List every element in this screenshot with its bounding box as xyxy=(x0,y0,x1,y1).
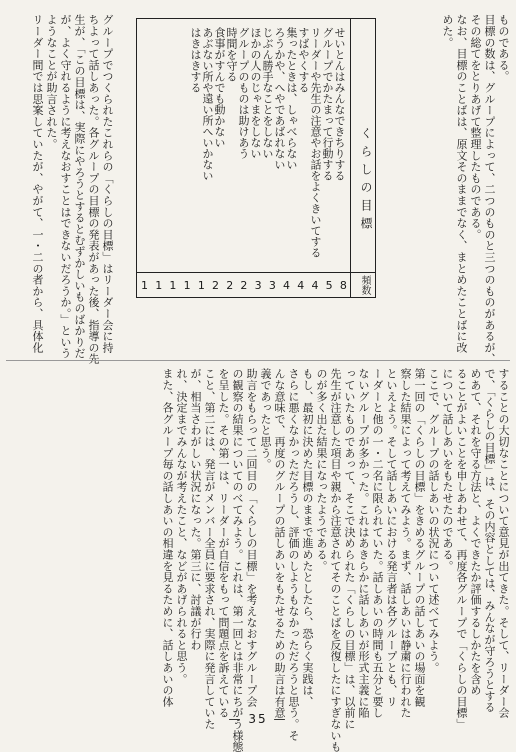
intro-paragraph xyxy=(441,14,510,365)
frequency-value: 2 xyxy=(226,278,234,292)
goals-table xyxy=(136,18,376,298)
frequency-value: 1 xyxy=(197,278,205,292)
text-line: なお、目標のことばは、原文そのままでなく、まとめたことばに改 xyxy=(455,14,468,353)
text-line: が、相当さわがしい状況になった。第三に、討議が行わ xyxy=(189,368,202,651)
frequency-value: 1 xyxy=(141,278,148,292)
section-divider xyxy=(6,360,510,361)
text-line: グループでつくられたこれらの「くらしの目標」はリーダー会に持 xyxy=(101,14,114,353)
text-line: が、よく守れるように考えなおすことはできないだろうか。」という xyxy=(59,14,72,359)
frequency-value: 4 xyxy=(311,278,319,292)
text-line: といえよう。そして話しあいにおける発言者は各グループとも、リ xyxy=(385,368,398,707)
frequency-value: 2 xyxy=(240,278,248,292)
frequency-value: 3 xyxy=(254,278,262,292)
text-line: 第一回の「くらしの目標」をきめるグループの話しあいの場面を観 xyxy=(413,368,426,707)
text-line: ここで、グループの話しあいの状況について述べてみよう。 xyxy=(427,368,440,674)
text-line: こと、第二には、発言がメンバー全員に要求され、実際に発言していた xyxy=(203,368,216,730)
frequency-value: 1 xyxy=(169,278,177,292)
goal-item: グループのものは助けあう xyxy=(237,27,250,159)
frequency-value: 4 xyxy=(297,278,305,292)
goal-list xyxy=(155,27,345,267)
text-line: 助言をもらって二回目の「くらしの目標」を考えなおすグループ会 xyxy=(245,368,258,707)
text-line: もし、最初に決めた目標のままで進めたとしたら、恐らく実践は、 xyxy=(301,368,314,707)
goal-item: ろうかや、へやであばれない xyxy=(273,27,286,170)
text-line: また、各グループ毎の話しあいの相違を見るために、話しあいの体 xyxy=(161,368,174,707)
text-line: ないグループが多かった。これはあきらかに話しあいが形式主義に陥 xyxy=(357,368,370,719)
goal-item: じぶん勝手なことをしない xyxy=(261,27,274,159)
text-line: について話しあいをもたせたのである。 xyxy=(441,368,454,572)
frequency-value: 3 xyxy=(268,278,276,292)
goal-item: はきはきする xyxy=(189,27,202,93)
text-line: 察した結果によって考えてみよう。まず、話しあいは静粛に行われた xyxy=(399,368,412,719)
goal-item: リーダーや先生の注意やお話をよくきいてする xyxy=(309,27,322,258)
text-line: することの大切なことについて意見が出てきた。そして、リーダー会 xyxy=(497,368,510,719)
text-line: 先生が注意した項目や親から注意されてそのことばを反復したにすぎないも xyxy=(329,368,342,752)
text-line: れ、決定までみんなが考えたこと、などがあげられると思う。 xyxy=(175,368,188,685)
goal-item: ほかの人のじゃまをしない xyxy=(249,27,262,159)
goal-item: 時間を守る xyxy=(225,27,238,82)
text-line: っていたものであって、そこで決められた「くらしの目標」は、以前に xyxy=(343,368,356,730)
text-line: んな意味で、再度のグループの話しあいをもたせるための助言は有意 xyxy=(273,368,286,719)
frequency-value: 2 xyxy=(212,278,220,292)
text-line: リーダー間では思案していたが、やがて、一・二の者から、具体化 xyxy=(31,14,44,353)
text-line: 目標の数は、グループによって、二つのものと三つのものがあるが、 xyxy=(483,14,496,365)
goal-item: グループでかたまって行動する xyxy=(321,27,334,181)
text-line: 生が、「この目標は、実際にやろうとするとむずかしいものばかりだ xyxy=(73,14,86,359)
text-line: ものである。 xyxy=(497,14,510,82)
text-line: で、「くらしの目標」は、その内容としては、みんなが守ろうとする xyxy=(483,368,496,713)
text-line: その総てをとりあげて整理したものである。 xyxy=(469,14,482,240)
frequency-value: 4 xyxy=(283,278,291,292)
goal-item: すばやくする xyxy=(297,27,310,93)
frequency-values xyxy=(141,273,347,297)
text-line: めた。 xyxy=(441,14,454,48)
text-line: の観察の結果についてのべてみよう。これは、第一回とは非常にちがう様態 xyxy=(231,368,244,752)
text-line: ちよって話しあった。各グループの目標の発表があった後、指導の先 xyxy=(87,14,100,365)
leader-meeting-paragraph xyxy=(8,14,114,365)
frequency-header: 頻数 xyxy=(359,275,370,295)
text-line: めあて、それを守る方法と、よくできたか評価するしかたを含め xyxy=(469,368,482,696)
frequency-value: 8 xyxy=(339,278,347,292)
text-line: ることがよいことを申しあわせて、再度各グループで「くらしの目標」 xyxy=(455,368,468,730)
table-title: くらしの目標 xyxy=(359,127,373,235)
goal-item: 集ったときは、しゃべらない xyxy=(285,27,298,170)
frequency-value: 5 xyxy=(325,278,333,292)
frequency-value: 1 xyxy=(183,278,191,292)
goal-item: あぶない所や遠い所へいかない xyxy=(201,27,214,181)
text-line: さらに悪くなかっただろうし、評価のしようもなかっただろうと思う。そ xyxy=(287,368,300,741)
page-number: — 35 — xyxy=(228,712,288,726)
goal-item: 食事がすんでも動かない xyxy=(213,27,226,148)
frequency-value: 1 xyxy=(155,278,163,292)
goal-item: せいとんはみんなできちりする xyxy=(333,27,346,181)
text-line: のが多く出た結果になったようである。 xyxy=(315,368,328,572)
text-line: 義であったと思う。 xyxy=(259,368,272,470)
text-line: ようなことが助言された。 xyxy=(45,14,58,150)
text-line: ーダーと他の一・二名に限られていた。話しあいの時間も五分と要し xyxy=(371,368,384,719)
text-line: を呈した。その第一は、リーダーが自信をもって問題点を訴えている xyxy=(217,368,230,719)
